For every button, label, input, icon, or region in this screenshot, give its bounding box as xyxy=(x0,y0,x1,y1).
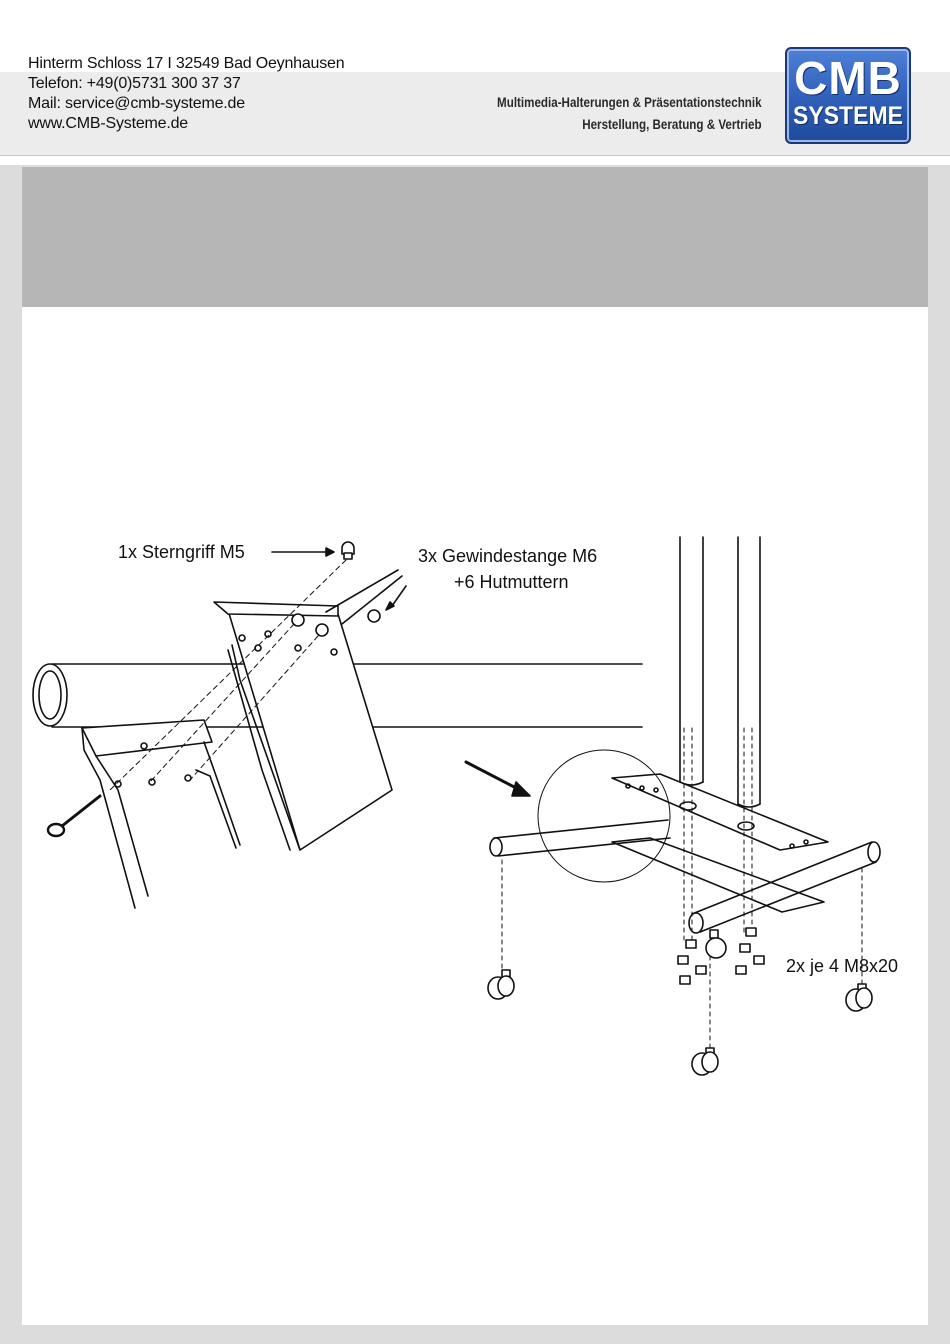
label-cap-nuts: +6 Hutmuttern xyxy=(454,572,569,592)
logo-line-2: SYSTEME xyxy=(793,102,903,130)
caster-1 xyxy=(488,970,514,999)
tagline-line-1: Multimedia-Halterungen & Präsentationstechnik xyxy=(497,95,762,110)
base-frame xyxy=(490,774,880,933)
casters xyxy=(488,930,872,1075)
tagline-line-2: Herstellung, Beratung & Vertrieb xyxy=(582,117,762,132)
vertical-poles xyxy=(680,537,760,807)
label-threaded-rod: 3x Gewindestange M6 xyxy=(418,546,598,566)
mail-line: Mail: service@cmb-systeme.de xyxy=(28,95,245,112)
caster-2 xyxy=(706,930,726,958)
label-star-knob: 1x Sterngriff M5 xyxy=(118,542,245,562)
label-screws: 2x je 4 M8x20 xyxy=(786,956,899,976)
logo-line-1: CMB xyxy=(794,52,902,104)
detail-circle xyxy=(466,750,670,882)
alignment-lines-right xyxy=(502,728,862,1048)
lower-bracket xyxy=(82,720,240,908)
address-line: Hinterm Schloss 17 I 32549 Bad Oeynhausen xyxy=(28,55,345,72)
caster-4 xyxy=(846,984,872,1011)
eye-bolt xyxy=(48,796,100,836)
phone-line: Telefon: +49(0)5731 300 37 37 xyxy=(28,75,241,92)
mounting-plate xyxy=(214,602,392,850)
caster-3 xyxy=(692,1048,718,1075)
web-line: www.CMB-Systeme.de xyxy=(28,115,188,132)
